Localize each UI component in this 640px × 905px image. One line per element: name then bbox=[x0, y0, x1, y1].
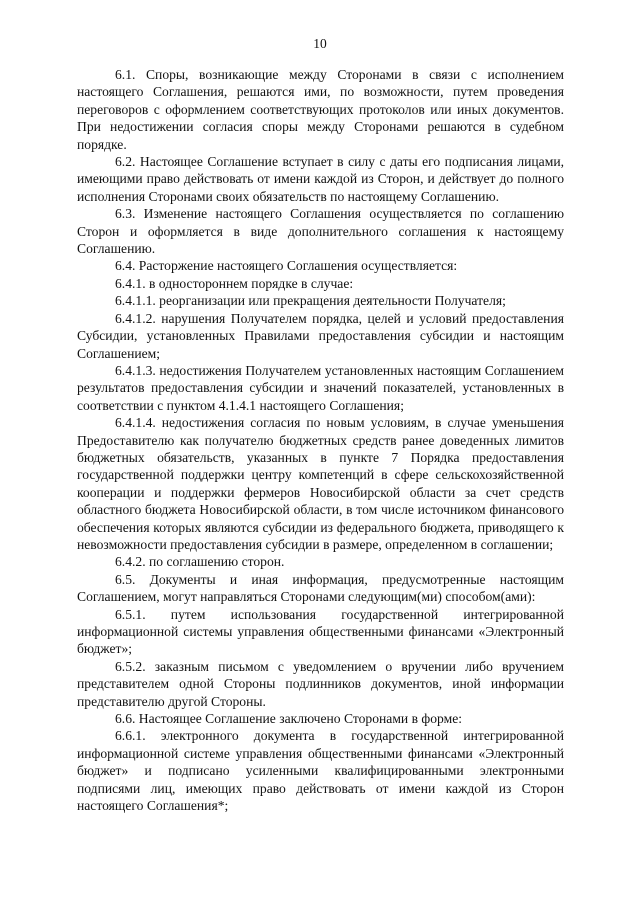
paragraph-6-2: 6.2. Настоящее Соглашение вступает в силу с даты его подписания лицами, имеющими право действовать от имени каждой из Сторон, и действует до полного исполнения Сторонами своих обязательств по настоящему Соглашению. bbox=[77, 154, 564, 204]
document-body bbox=[77, 66, 564, 814]
page-number: 10 bbox=[313, 36, 327, 51]
paragraph-6-4-1: 6.4.1. в одностороннем порядке в случае: bbox=[115, 275, 354, 291]
paragraph-6-1: 6.1. Споры, возникающие между Сторонами в связи с исполнением настоящего Соглашения, решаются ими, по возможности, путем проведения переговоров с оформлением соответствующих протоколов или иных документов. При недостижении согласия споры между Сторонами решаются в судебном порядке. bbox=[77, 67, 564, 152]
paragraph-6-5-1: 6.5.1. путем использования государственной интегрированной информационной системы управления общественными финансами «Электронный бюджет»; bbox=[77, 606, 564, 657]
paragraph-6-4-1-1: 6.4.1.1. реорганизации или прекращения деятельности Получателя; bbox=[115, 293, 506, 309]
paragraph-6-6: 6.6. Настоящее Соглашение заключено Сторонами в форме: bbox=[115, 711, 463, 727]
paragraph-6-4-1-3: 6.4.1.3. недостижения Получателем установленных настоящим Соглашением результатов предоставления субсидии и значений показателей, установленных в соответствии с пунктом 4.1.4.1 настоящего Соглашения; bbox=[77, 362, 564, 413]
paragraph-6-3: 6.3. Изменение настоящего Соглашения осуществляется по соглашению Сторон и оформляется в виде дополнительного соглашения к настоящему Соглашению. bbox=[77, 206, 564, 257]
paragraph-6-5: 6.5. Документы и иная информация, предусмотренные настоящим Соглашением, могут направляться Сторонами следующим(ми) способом(ами): bbox=[77, 571, 564, 605]
paragraph-6-4-2: 6.4.2. по соглашению сторон. bbox=[115, 554, 285, 570]
paragraph-6-6-1: 6.6.1. электронного документа в государственной интегрированной информационной системе управления общественными финансами «Электронный бюджет» и подписано усиленными квалифицированными электронными подписями лиц, имеющих право действовать от имени каждой из Сторон настоящего Соглашения*; bbox=[77, 728, 564, 814]
paragraph-6-4-1-4: 6.4.1.4. недостижения согласия по новым условиям, в случае уменьшения Предоставителю как получателю бюджетных средств ранее доведенных лимитов бюджетных обязательств, указанных в пункте 7 Порядка предоставления государственной поддержки центру компетенций в сфере сельскохозяйственной кооперации и поддержки фермеров Новосибирской области за счет средств областного бюджета Новосибирской области, в том числе источником финансового обеспечения которых являются субсидии из федерального бюджета, приводящего к невозможности предоставления субсидии в размере, определенном в соглашении; bbox=[77, 415, 564, 552]
paragraph-6-5-2: 6.5.2. заказным письмом с уведомлением о вручении либо вручением представителем одной Стороны подлинников документов, иной информации представителю другой Стороны. bbox=[77, 658, 564, 709]
paragraph-6-4: 6.4. Расторжение настоящего Соглашения осуществляется: bbox=[115, 258, 458, 274]
paragraph-6-4-1-2: 6.4.1.2. нарушения Получателем порядка, целей и условий предоставления Субсидии, установленных Правилами предоставления субсидии и настоящим Соглашением; bbox=[77, 310, 564, 361]
